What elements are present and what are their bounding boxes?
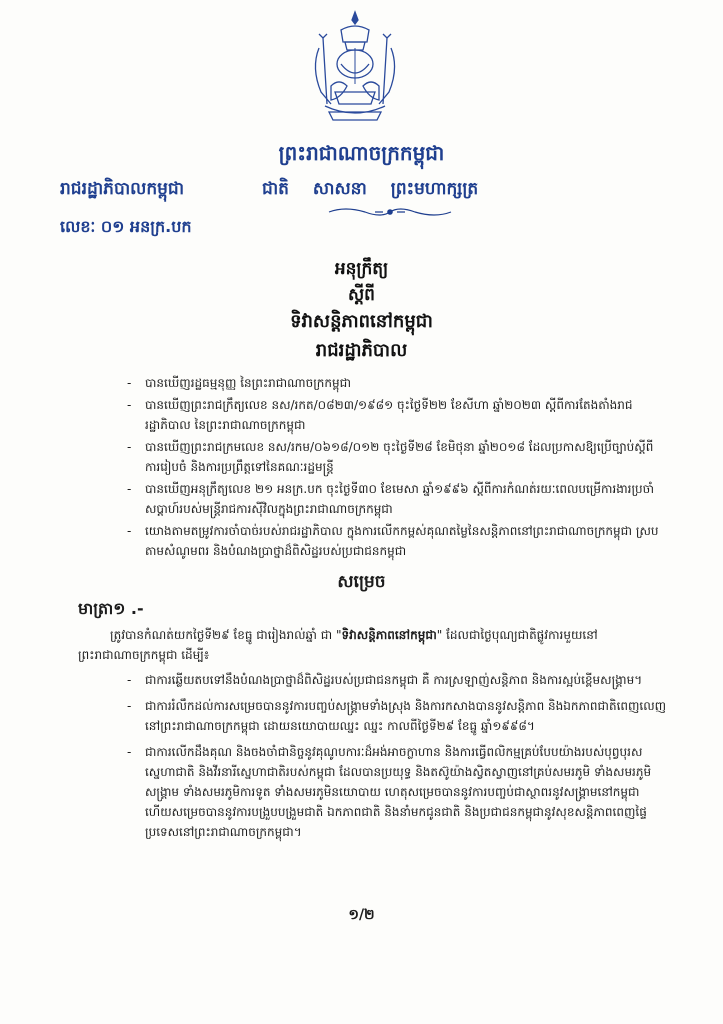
decorative-divider-ornament bbox=[325, 205, 455, 219]
preamble-item: - យោងតាមតម្រូវការចាំបាច់របស់រាជរដ្ឋាភិបាល ក្នុងការលើកកម្ពស់គុណតម្លៃនៃសន្តិភាពនៅព្រះរាជាណាចក្រកម្ពុជា ស្របតាមសំណូមពរ និងបំណងប្រាថ្នាដ៏ពិសិដ្ឋរបស់ប្រជាជនកម្ពុជា bbox=[127, 521, 667, 561]
article-point: - ជាការរំលឹកដល់ការសម្រេចបាននូវការបញ្ចប់សង្គ្រាមទាំងស្រុង និងការកសាងបាននូវសន្តិភាព និងឯកភាពជាតិពេញលេញ នៅព្រះរាជាណាចក្រកម្ពុជា ដោយនយោបាយឈ្នះ ឈ្នះ កាលពីថ្ងៃទី២៩ ខែធ្នូ ឆ្នាំ១៩៩៨។ bbox=[127, 696, 667, 736]
page-number: ១/២ bbox=[348, 907, 375, 923]
article-heading: មាត្រា១ .- bbox=[78, 599, 144, 618]
motto-religion: សាសនា bbox=[312, 179, 367, 199]
document-type: អនុក្រឹត្យ bbox=[334, 259, 389, 279]
document-subject: ទិវាសន្តិភាពនៅកម្ពុជា bbox=[290, 311, 433, 332]
issuer: រាជរដ្ឋាភិបាល bbox=[315, 340, 408, 361]
article-intro-after: " ដែលជាថ្ងៃបុណ្យជាតិផ្លូវការមួយនៅព្រះរាជាណាចក្រកម្ពុជា ដើម្បី៖ bbox=[78, 628, 598, 662]
article-intro bbox=[78, 625, 666, 665]
royal-coat-of-arms-emblem bbox=[301, 8, 409, 126]
decision-heading: សម្រេច bbox=[337, 572, 386, 592]
article-points-list bbox=[127, 670, 667, 848]
kingdom-heading: ព្រះរាជាណាចក្រកម្ពុជា bbox=[278, 141, 445, 165]
title-about: ស្តីពី bbox=[348, 285, 375, 305]
preamble-item: - បានឃើញព្រះរាជក្រឹត្យលេខ នស/រកត/០៨២៣/១៩៨១ ចុះថ្ងៃទី២២ ខែសីហា ឆ្នាំ២០២៣ ស្តីពីការតែងតាំងរាជរដ្ឋាភិបាល នៃព្រះរាជាណាចក្រកម្ពុជា bbox=[127, 395, 667, 435]
document-number: លេខៈ ០១ អនក្រ.បក bbox=[60, 217, 192, 236]
article-intro-highlight: ទិវាសន្តិភាពនៅកម្ពុជា bbox=[341, 628, 437, 642]
national-motto bbox=[262, 178, 496, 203]
preamble-item: - បានឃើញរដ្ឋធម្មនុញ្ញ នៃព្រះរាជាណាចក្រកម្ពុជា bbox=[127, 373, 667, 393]
article-intro-before: ត្រូវបានកំណត់យកថ្ងៃទី២៩ ខែធ្នូ ជារៀងរាល់ឆ្នាំ ជា " bbox=[110, 628, 342, 642]
article-point: - ជាការលើកដឹងគុណ និងចងចាំជានិច្ចនូវគុណូបការៈដ៏អង់អាចក្លាហាន និងការធ្វើពលិកម្មគ្រប់បែបយ៉ាងរបស់បុព្វបុរសស្នេហាជាតិ និងវីរនារីស្នេហាជាតិរបស់កម្ពុជា ដែលបានប្រយុទ្ធ និងតស៊ូយ៉ាងស្វិតស្វាញនៅគ្រប់សមរភូមិ ទាំងសមរភូមិសង្គ្រាម ទាំងសមរភូមិការទូត ទាំងសមរភូមិនយោបាយ ហេតុសម្រេចបាននូវការបញ្ចប់ជាស្ថាពរនូវសង្គ្រាមនៅកម្ពុជា ហើយសម្រេចបាននូវការបង្រួបបង្រួមជាតិ ឯកភាពជាតិ និងនាំមកជូនជាតិ និងប្រជាជនកម្ពុជានូវសុខសន្តិភាពពេញផ្ទៃប្រទេសនៅព្រះរាជាណាចក្រកម្ពុជា។ bbox=[127, 742, 667, 842]
preamble-item: - បានឃើញព្រះរាជក្រមលេខ នស/រកម/០៦១៨/០១២ ចុះថ្ងៃទី២៨ ខែមិថុនា ឆ្នាំ២០១៨ ដែលប្រកាសឱ្យប្រើច្បាប់ស្តីពីការរៀបចំ និងការប្រព្រឹត្តទៅនៃគណៈរដ្ឋមន្ត្រី bbox=[127, 437, 667, 477]
government-name: រាជរដ្ឋាភិបាលកម្ពុជា bbox=[60, 179, 185, 199]
motto-king: ព្រះមហាក្សត្រ bbox=[390, 179, 479, 199]
article-point: - ជាការឆ្លើយតបទៅនឹងបំណងប្រាថ្នាដ៏ពិសិដ្ឋរបស់ប្រជាជនកម្ពុជា គឺ ការស្រឡាញ់សន្តិភាព និងការស្អប់ខ្ពើមសង្គ្រាម។ bbox=[127, 670, 667, 690]
motto-nation: ជាតិ bbox=[262, 179, 289, 199]
preamble-item: - បានឃើញអនុក្រឹត្យលេខ ២១ អនក្រ.បក ចុះថ្ងៃទី៣០ ខែមេសា ឆ្នាំ១៩៩៦ ស្តីពីការកំណត់រយៈពេលបម្រើការងារប្រចាំសប្តាហ៍របស់មន្ត្រីរាជការស៊ីវិលក្នុងព្រះរាជាណាចក្រកម្ពុជា bbox=[127, 479, 667, 519]
preamble-list bbox=[127, 373, 667, 563]
